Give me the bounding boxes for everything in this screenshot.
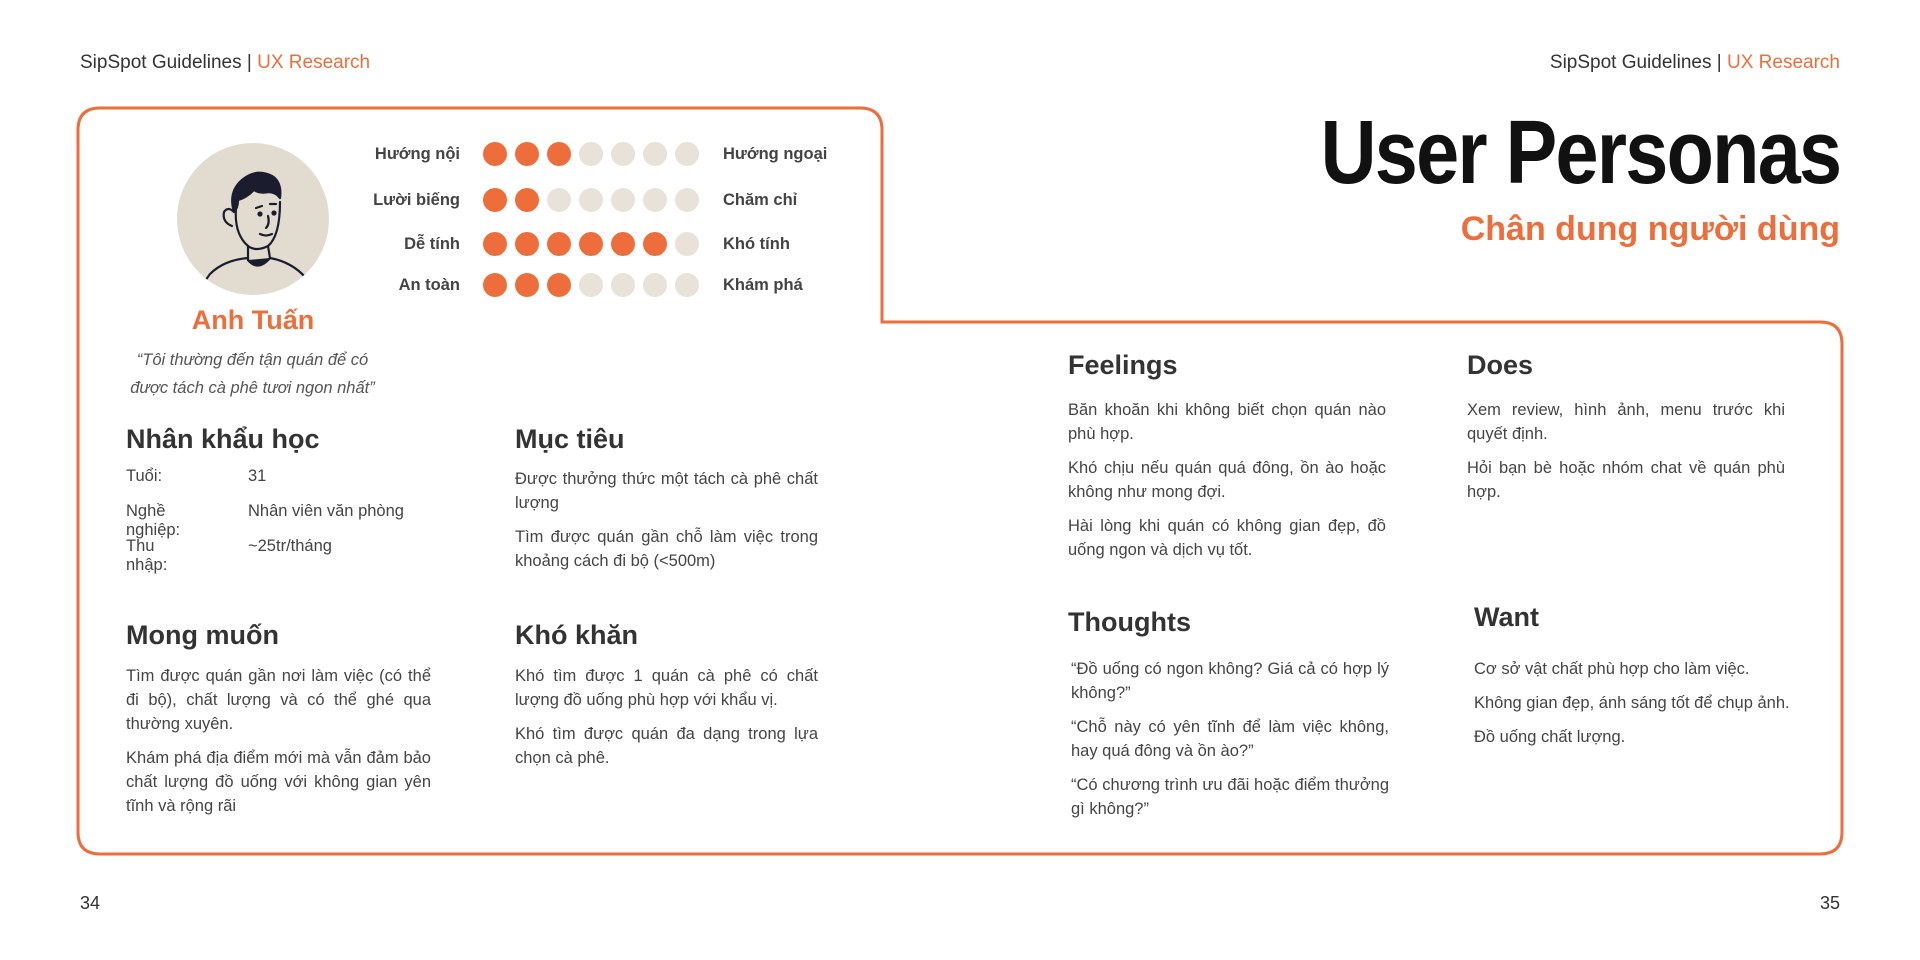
goal-item: Được thưởng thức một tách cà phê chất lượng — [515, 470, 818, 512]
demographic-value: 31 — [248, 467, 267, 485]
trait-dot-filled — [643, 232, 667, 256]
thought-item: “Chỗ này có yên tĩnh để làm việc không, hay quá đông và ồn ào?” — [1071, 718, 1389, 760]
difficulties-heading: Khó khăn — [515, 620, 639, 650]
demographic-value: Nhân viên văn phòng — [248, 502, 404, 520]
trait-scale — [483, 273, 699, 297]
trait-dot-filled — [547, 232, 571, 256]
does-item: Hỏi bạn bè hoặc nhóm chat về quán phù hợp. — [1467, 459, 1785, 501]
trait-dot-filled — [515, 142, 539, 166]
trait-scale — [483, 232, 699, 256]
trait-dot-filled — [515, 232, 539, 256]
header-brand: SipSpot Guidelines — [1549, 52, 1712, 73]
difficulties-list — [515, 664, 818, 780]
trait-scale — [483, 188, 699, 212]
trait-dot-empty — [611, 273, 635, 297]
desires-heading: Mong muốn — [126, 620, 279, 650]
trait-right-label: Khó tính — [723, 235, 790, 253]
demographic-value: ~25tr/tháng — [248, 537, 332, 555]
page-subtitle: Chân dung người dùng — [1460, 210, 1840, 248]
thought-item: “Đồ uống có ngon không? Giá cả có hợp lý không?” — [1071, 660, 1389, 702]
feelings-list — [1068, 398, 1386, 572]
want-heading: Want — [1474, 602, 1539, 632]
want-list — [1474, 657, 1794, 759]
trait-dot-filled — [515, 188, 539, 212]
trait-left-label: Hướng nội — [374, 145, 460, 163]
feeling-item: Hài lòng khi quán có không gian đẹp, đồ uống ngon và dịch vụ tốt. — [1068, 517, 1386, 559]
trait-dot-filled — [579, 232, 603, 256]
trait-dot-empty — [579, 142, 603, 166]
header-separator: | — [241, 52, 258, 73]
difficulty-item: Khó tìm được quán đa dạng trong lựa chọn cà phê. — [515, 725, 818, 767]
want-item: Không gian đẹp, ánh sáng tốt để chụp ảnh. — [1474, 694, 1790, 712]
does-item: Xem review, hình ảnh, menu trước khi quyết định. — [1467, 401, 1785, 443]
trait-dot-empty — [643, 188, 667, 212]
goal-item: Tìm được quán gần chỗ làm việc trong khoảng cách đi bộ (<500m) — [515, 528, 818, 570]
quote-line: được tách cà phê tươi ngon nhất” — [130, 379, 375, 397]
goals-heading: Mục tiêu — [515, 424, 625, 454]
trait-dot-empty — [675, 232, 699, 256]
trait-dot-empty — [579, 188, 603, 212]
trait-scale — [483, 142, 699, 166]
trait-right-label: Chăm chỉ — [723, 191, 798, 209]
feeling-item: Khó chịu nếu quán quá đông, ồn ào hoặc không như mong đợi. — [1068, 459, 1386, 501]
trait-dot-empty — [643, 273, 667, 297]
desire-item: Tìm được quán gần nơi làm việc (có thể đi bộ), chất lượng và có thể ghé qua thường xuyên. — [126, 667, 431, 733]
trait-dot-filled — [547, 273, 571, 297]
header-separator: | — [1711, 52, 1727, 73]
trait-left-label: Lười biếng — [373, 191, 460, 209]
trait-dot-filled — [515, 273, 539, 297]
page-number-left: 34 — [80, 893, 101, 913]
feeling-item: Băn khoăn khi không biết chọn quán nào phù hợp. — [1068, 401, 1386, 443]
does-list — [1467, 398, 1785, 514]
desire-item: Khám phá địa điểm mới mà vẫn đảm bảo chất lượng đồ uống với không gian yên tĩnh và rộng rãi — [126, 749, 431, 815]
header-section: UX Research — [1727, 52, 1840, 73]
page-number-right: 35 — [1819, 893, 1840, 913]
trait-left-label: An toàn — [398, 276, 460, 294]
thoughts-heading: Thoughts — [1068, 607, 1191, 637]
thought-item: “Có chương trình ưu đãi hoặc điểm thưởng gì không?” — [1071, 776, 1389, 818]
trait-left-label: Dễ tính — [404, 235, 460, 253]
trait-dot-empty — [611, 188, 635, 212]
demographic-label: Tuổi: — [126, 467, 163, 485]
trait-dot-filled — [483, 273, 507, 297]
quote-line: “Tôi thường đến tận quán để có — [136, 351, 369, 369]
trait-dot-empty — [611, 142, 635, 166]
thoughts-list — [1071, 657, 1389, 831]
trait-dot-filled — [547, 142, 571, 166]
trait-dot-empty — [675, 188, 699, 212]
feelings-heading: Feelings — [1068, 350, 1178, 380]
trait-dot-empty — [643, 142, 667, 166]
persona-name: Anh Tuấn — [191, 305, 315, 335]
demographics-heading: Nhân khẩu học — [126, 424, 320, 454]
trait-dot-empty — [547, 188, 571, 212]
does-heading: Does — [1467, 350, 1534, 380]
desires-list — [126, 664, 431, 828]
page-title: User Personas — [1320, 103, 1840, 203]
demographic-label: Nghề nghiệp: — [126, 502, 181, 539]
trait-dot-filled — [483, 142, 507, 166]
header-section: UX Research — [257, 52, 371, 73]
male-persona-avatar-icon — [176, 142, 330, 296]
trait-dot-filled — [483, 232, 507, 256]
trait-right-label: Hướng ngoại — [723, 145, 828, 163]
persona-avatar — [176, 142, 330, 296]
demographic-label: Thu nhập: — [126, 537, 168, 574]
goals-list — [515, 467, 818, 583]
persona-quote — [120, 346, 385, 402]
want-item: Đồ uống chất lượng. — [1474, 728, 1626, 746]
want-item: Cơ sở vật chất phù hợp cho làm việc. — [1474, 660, 1750, 678]
header-brand: SipSpot Guidelines — [80, 52, 242, 73]
trait-dot-empty — [675, 142, 699, 166]
trait-dot-filled — [611, 232, 635, 256]
difficulty-item: Khó tìm được 1 quán cà phê có chất lượng đồ uống phù hợp với khẩu vị. — [515, 667, 818, 709]
trait-dot-empty — [579, 273, 603, 297]
trait-dot-filled — [483, 188, 507, 212]
trait-right-label: Khám phá — [723, 276, 803, 294]
trait-dot-empty — [675, 273, 699, 297]
